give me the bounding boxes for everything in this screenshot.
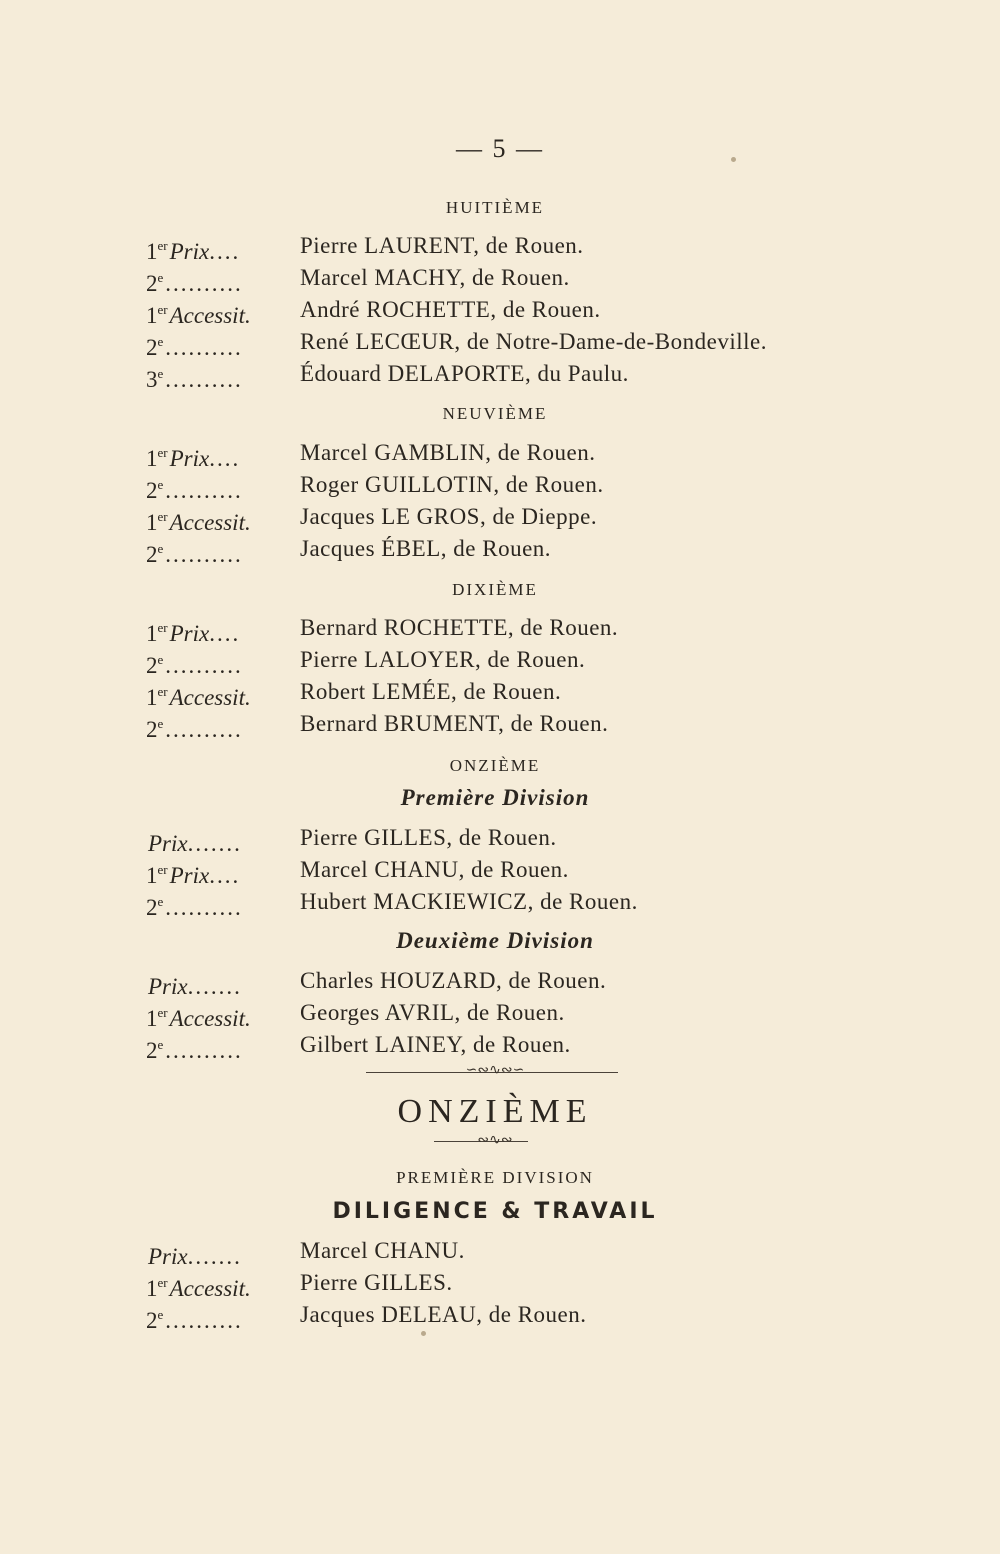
winner-name: Jacques ÉBEL, de Rouen. (300, 536, 552, 561)
rank-label: 2e.......... (146, 1307, 243, 1333)
rank-label: Prix....... (148, 974, 242, 999)
winner-name: Pierre GILLES, de Rouen. (300, 825, 557, 850)
winner-name: Marcel MACHY, de Rouen. (300, 265, 570, 290)
rank-label: 3e.......... (146, 366, 243, 392)
winner-name: Gilbert LAINEY, de Rouen. (300, 1032, 571, 1057)
division-heading: Deuxième Division (396, 928, 594, 953)
rank-label: 1erPrix.... (146, 620, 241, 646)
winner-name: Georges AVRIL, de Rouen. (300, 1000, 565, 1025)
rank-label: Prix....... (148, 831, 242, 856)
paper-speck (421, 1331, 426, 1336)
rank-label: 1erAccessit. (146, 1005, 251, 1031)
rank-label: 2e.......... (146, 716, 243, 742)
rank-label: 1erPrix.... (146, 862, 241, 888)
winner-name: Marcel CHANU, de Rouen. (300, 857, 569, 882)
winner-name: René LECŒUR, de Notre-Dame-de-Bondeville. (300, 329, 767, 354)
rank-label: 2e.......... (146, 894, 243, 920)
winner-name: Jacques LE GROS, de Dieppe. (300, 504, 598, 529)
winner-name: André ROCHETTE, de Rouen. (300, 297, 601, 322)
winner-name: Édouard DELAPORTE, du Paulu. (300, 361, 629, 386)
section-heading-onzieme: ONZIÈME (449, 756, 541, 775)
winner-name: Pierre LAURENT, de Rouen. (300, 233, 584, 258)
section-heading-dixieme: DIXIÈME (452, 580, 538, 599)
ornament-flourish: ∾∿∾ (477, 1133, 513, 1148)
ornament-flourish: ∽∾∿∾∽ (465, 1063, 525, 1078)
rank-label: 1erAccessit. (146, 1275, 251, 1301)
winner-name: Pierre GILLES. (300, 1270, 453, 1295)
rank-label: 2e.......... (146, 541, 243, 567)
winner-name: Hubert MACKIEWICZ, de Rouen. (300, 889, 638, 914)
rank-label: 1erAccessit. (146, 509, 251, 535)
award-title: DILIGENCE & TRAVAIL (332, 1199, 658, 1224)
winner-name: Marcel CHANU. (300, 1238, 465, 1263)
winner-name: Marcel GAMBLIN, de Rouen. (300, 440, 596, 465)
winner-name: Bernard ROCHETTE, de Rouen. (300, 615, 619, 640)
rank-label: 2e.......... (146, 334, 243, 360)
winner-name: Jacques DELEAU, de Rouen. (300, 1302, 587, 1327)
section-heading-huitieme: HUITIÈME (445, 198, 545, 217)
rank-label: 2e.......... (146, 652, 243, 678)
class-title: ONZIÈME (397, 1093, 593, 1130)
winner-name: Pierre LALOYER, de Rouen. (300, 647, 586, 672)
winner-name: Roger GUILLOTIN, de Rouen. (300, 472, 604, 497)
division-heading: Première Division (400, 785, 590, 810)
rank-label: 1erPrix.... (146, 238, 241, 264)
rank-label: 1erAccessit. (146, 684, 251, 710)
rank-label: 2e.......... (146, 477, 243, 503)
page-number: — 5 — (456, 134, 544, 163)
rank-label: 1erPrix.... (146, 445, 241, 471)
winner-name: Charles HOUZARD, de Rouen. (300, 968, 607, 993)
paper-speck (731, 157, 736, 162)
winner-name: Robert LEMÉE, de Rouen. (300, 679, 562, 704)
section-heading-neuvieme: NEUVIÈME (442, 404, 548, 423)
rank-label: 2e.......... (146, 1037, 243, 1063)
rank-label: 1erAccessit. (146, 302, 251, 328)
division-title: PREMIÈRE DIVISION (396, 1168, 594, 1187)
winner-name: Bernard BRUMENT, de Rouen. (300, 711, 609, 736)
rank-label: Prix....... (148, 1244, 242, 1269)
rank-label: 2e.......... (146, 270, 243, 296)
